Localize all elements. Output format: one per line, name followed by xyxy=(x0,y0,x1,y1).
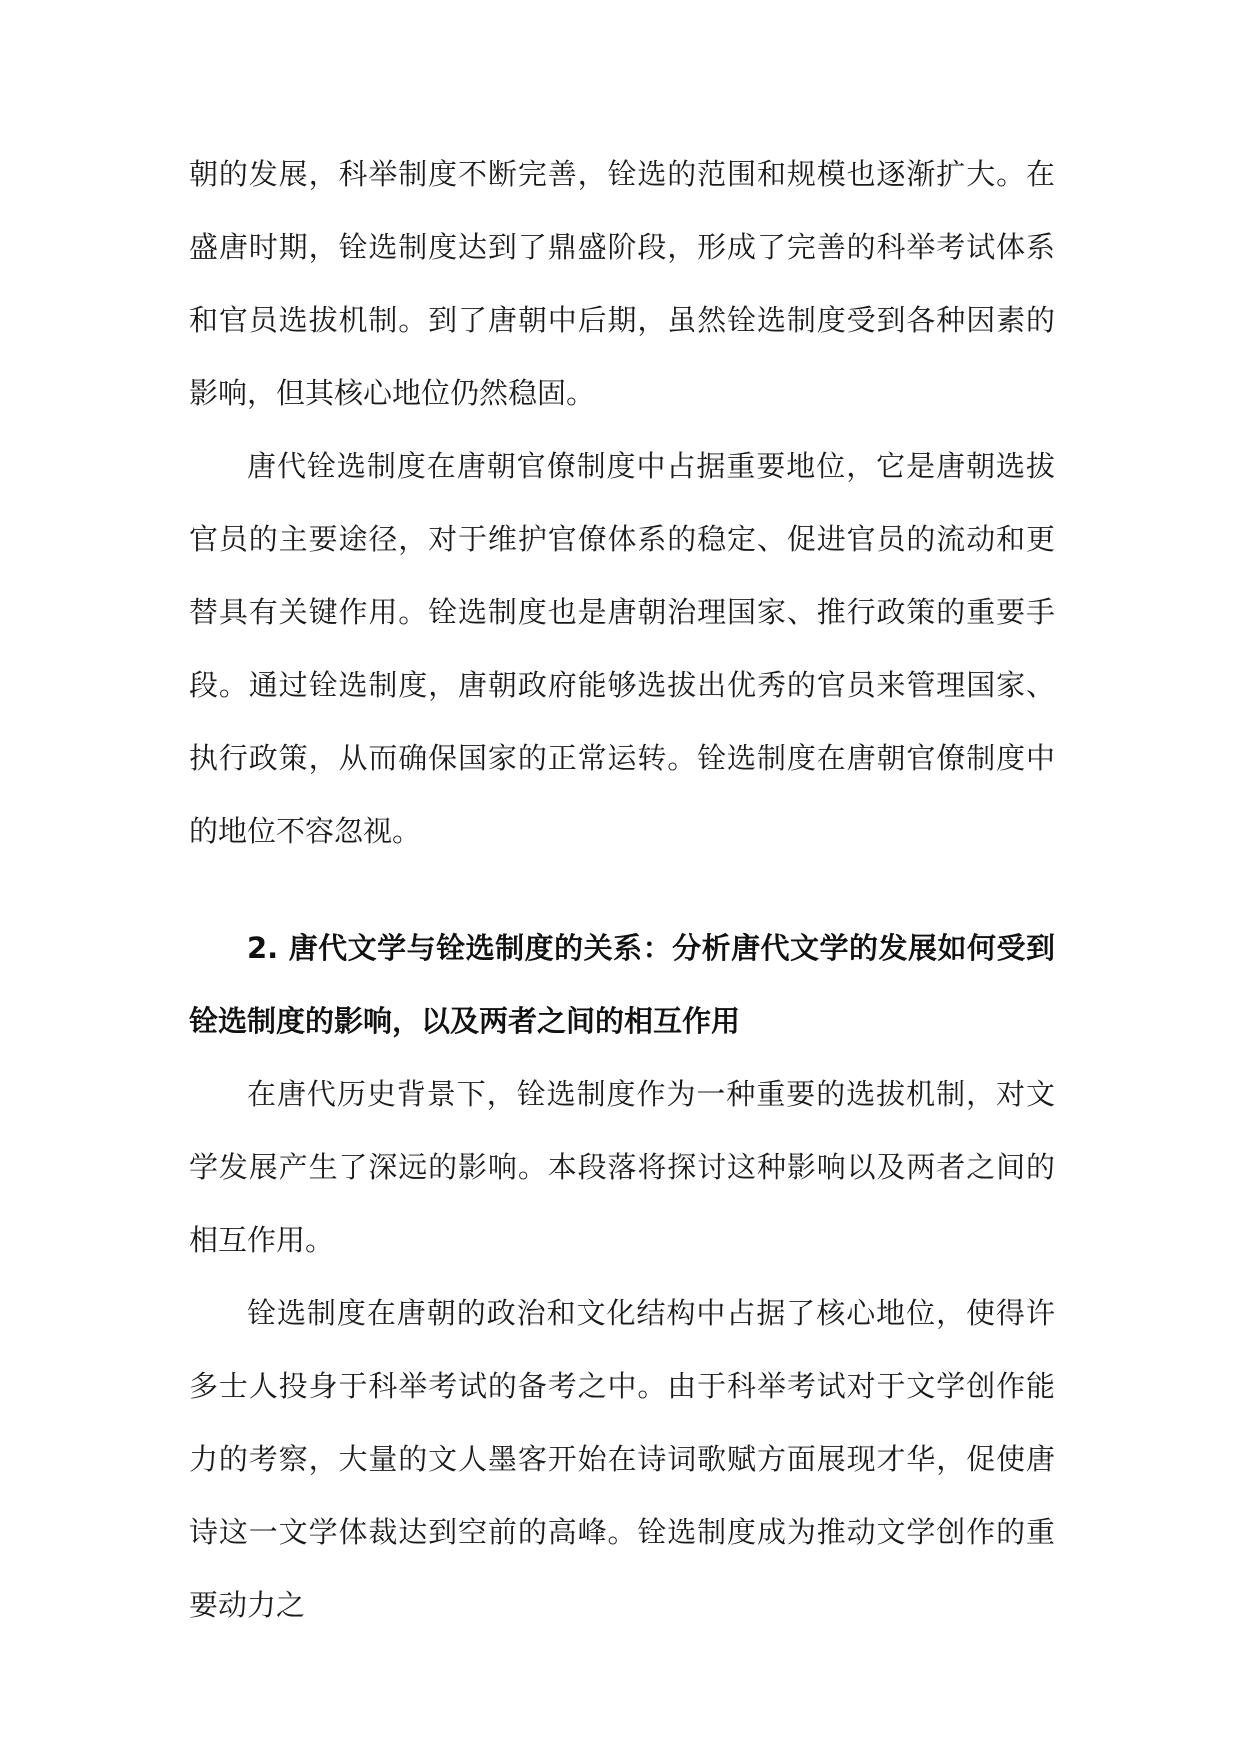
section-spacer xyxy=(189,868,1055,912)
paragraph-literature-influence: 在唐代历史背景下，铨选制度作为一种重要的选拔机制，对文学发展产生了深远的影响。本段落将探讨这种影响以及两者之间的相互作用。 xyxy=(189,1077,1055,1257)
section-heading-text: 唐代文学与铨选制度的关系：分析唐代文学的发展如何受到铨选制度的影响，以及两者之间的相互作用 xyxy=(189,931,1055,1038)
paragraph-core-position: 铨选制度在唐朝的政治和文化结构中占据了核心地位，使得许多士人投身于科举考试的备考之中。由于科举考试对于文学创作能力的考察，大量的文人墨客开始在诗词歌赋方面展现才华，促使唐诗这一文学体裁达到空前的高峰。铨选制度成为推动文学创作的重要动力之 xyxy=(189,1296,1055,1622)
paragraph-continued: 朝的发展，科举制度不断完善，铨选的范围和规模也逐渐扩大。在盛唐时期，铨选制度达到了鼎盛阶段，形成了完善的科举考试体系和官员选拔机制。到了唐朝中后期，虽然铨选制度受到各种因素的影响，但其核心地位仍然稳固。 xyxy=(189,157,1055,410)
document-body xyxy=(189,138,1055,1642)
paragraph-official-system-role: 唐代铨选制度在唐朝官僚制度中占据重要地位，它是唐朝选拔官员的主要途径，对于维护官僚体系的稳定、促进官员的流动和更替具有关键作用。铨选制度也是唐朝治理国家、推行政策的重要手段。通过铨选制度，唐朝政府能够选拔出优秀的官员来管理国家、执行政策，从而确保国家的正常运转。铨选制度在唐朝官僚制度中的地位不容忽视。 xyxy=(189,449,1055,848)
section-number: 2. xyxy=(247,931,279,965)
section-heading xyxy=(189,912,1055,1058)
